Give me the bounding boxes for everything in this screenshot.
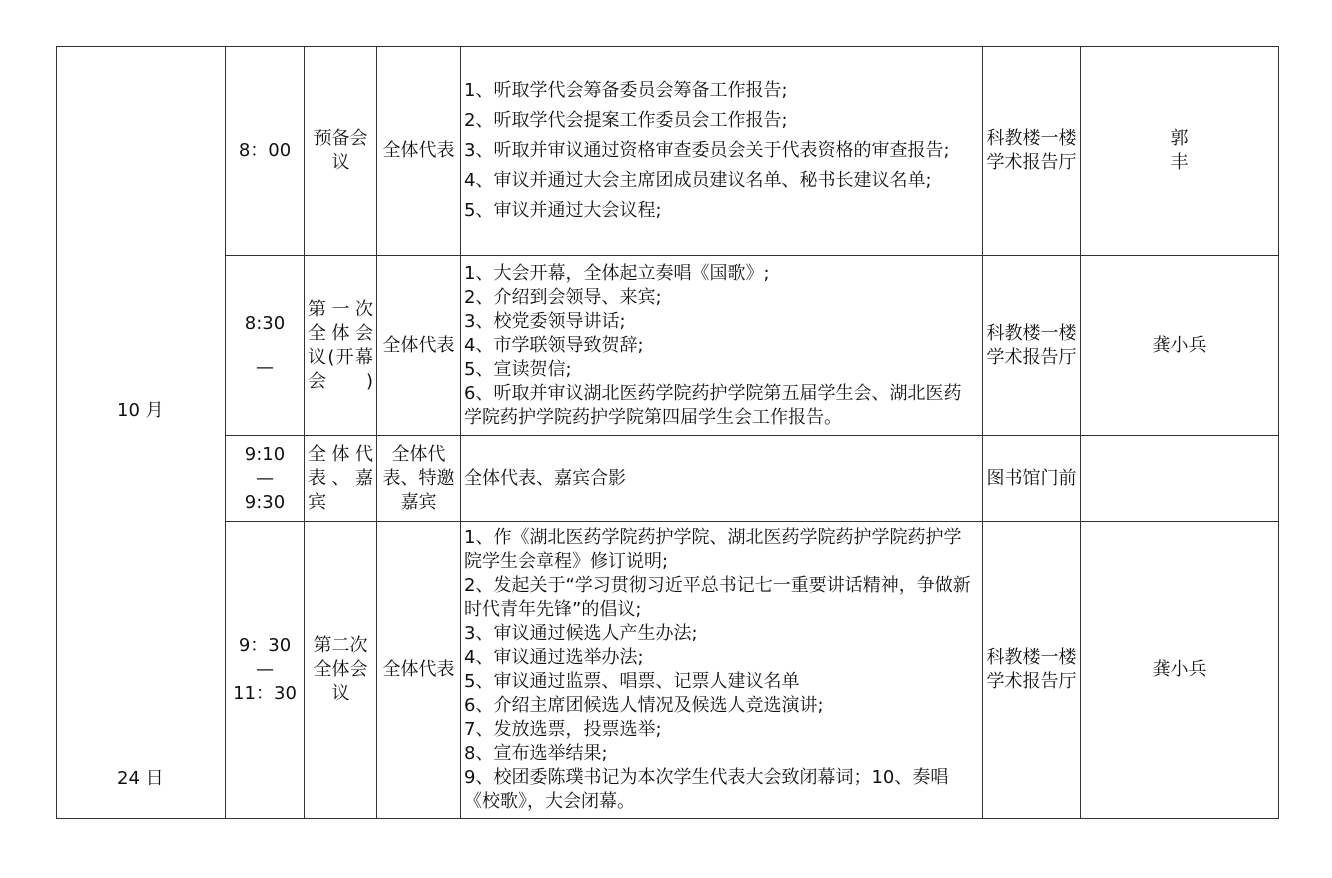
time-start: 9:10 [244, 443, 286, 465]
agenda-items-cell [461, 522, 983, 819]
time-start: 8：00 [238, 140, 292, 161]
person-name: 郭 [1170, 128, 1189, 149]
agenda-item: 全体代表、嘉宾合影 [464, 467, 626, 489]
date-cell [57, 47, 226, 819]
agenda-item: 2、发起关于“学习贯彻习近平总书记七一重要讲话精神，争做新时代青年先锋”的倡议; [464, 575, 971, 620]
agenda-item: 5、宣读贺信; [464, 358, 572, 380]
session-cell: 全体代表、嘉宾 [305, 436, 377, 522]
location-cell: 科教楼一楼学术报告厅 [983, 47, 1081, 256]
time-cell [226, 256, 305, 436]
date-day: 24 日 [117, 768, 164, 789]
schedule-table [56, 46, 1279, 819]
agenda-item: 2、听取学代会提案工作委员会工作报告; [464, 110, 788, 131]
agenda-item: 7、发放选票，投票选举; [464, 719, 662, 740]
time-cell [226, 522, 305, 819]
date-month: 10 月 [117, 400, 164, 421]
agenda-item: 3、校党委领导讲话; [464, 310, 626, 332]
agenda-item: 1、大会开幕，全体起立奏唱《国歌》; [464, 262, 770, 284]
person-name: 龚小兵 [1152, 659, 1207, 680]
table-row [57, 256, 1279, 436]
agenda-item: 8、宣布选举结果; [464, 743, 608, 764]
agenda-item: 1、作《湖北医药学院药护学院、湖北医药学院药护学院药护学院学生会章程》修订说明; [464, 527, 962, 572]
time-dash: — [256, 659, 274, 680]
person-cell [1081, 436, 1279, 522]
time-end: 9:30 [244, 491, 286, 513]
time-start: 8:30 [244, 312, 286, 334]
time-dash: — [256, 467, 274, 489]
agenda-item: 6、介绍主席团候选人情况及候选人竞选演讲; [464, 695, 824, 716]
time-start: 9：30 [238, 635, 292, 656]
time-end: 11：30 [233, 683, 297, 704]
agenda-item: 3、听取并审议通过资格审查委员会关于代表资格的审查报告; [464, 140, 950, 161]
person-name: 龚小兵 [1152, 334, 1207, 356]
agenda-item: 9、校团委陈璞书记为本次学生代表大会致闭幕词；10、奏唱《校歌》，大会闭幕。 [464, 767, 949, 812]
agenda-items-cell [461, 256, 983, 436]
location-cell: 科教楼一楼学术报告厅 [983, 256, 1081, 436]
agenda-items-cell [461, 436, 983, 522]
agenda-item: 3、审议通过候选人产生办法; [464, 623, 698, 644]
agenda-item: 1、听取学代会筹备委员会筹备工作报告; [464, 80, 788, 101]
agenda-item: 4、审议通过选举办法; [464, 647, 644, 668]
agenda-item: 2、介绍到会领导、来宾; [464, 286, 662, 308]
time-dash: — [256, 356, 274, 378]
table-row [57, 436, 1279, 522]
agenda-item: 5、审议并通过大会议程; [464, 200, 662, 221]
attendees-cell: 全体代表 [377, 47, 461, 256]
agenda-items-cell [461, 47, 983, 256]
session-cell: 第一次全体会议(开幕会) [305, 256, 377, 436]
location-cell: 图书馆门前 [983, 436, 1081, 522]
agenda-item: 4、审议并通过大会主席团成员建议名单、秘书长建议名单; [464, 170, 932, 191]
attendees-cell: 全体代表 [377, 256, 461, 436]
agenda-item: 4、市学联领导致贺辞; [464, 334, 644, 356]
agenda-item: 6、听取并审议湖北医药学院药护学院第五届学生会、湖北医药学院药护学院药护学院第四届学生会工作报告。 [464, 382, 962, 428]
session-cell: 第二次全体会议 [305, 522, 377, 819]
person-cell [1081, 522, 1279, 819]
table-row [57, 47, 1279, 256]
person-name: 丰 [1170, 152, 1189, 173]
attendees-cell: 全体代表 [377, 522, 461, 819]
time-cell [226, 436, 305, 522]
session-cell: 预备会议 [305, 47, 377, 256]
attendees-cell: 全体代表、特邀嘉宾 [377, 436, 461, 522]
agenda-item: 5、审议通过监票、唱票、记票人建议名单 [464, 671, 800, 692]
table-row [57, 522, 1279, 819]
person-cell [1081, 47, 1279, 256]
time-cell [226, 47, 305, 256]
location-cell: 科教楼一楼学术报告厅 [983, 522, 1081, 819]
person-cell [1081, 256, 1279, 436]
